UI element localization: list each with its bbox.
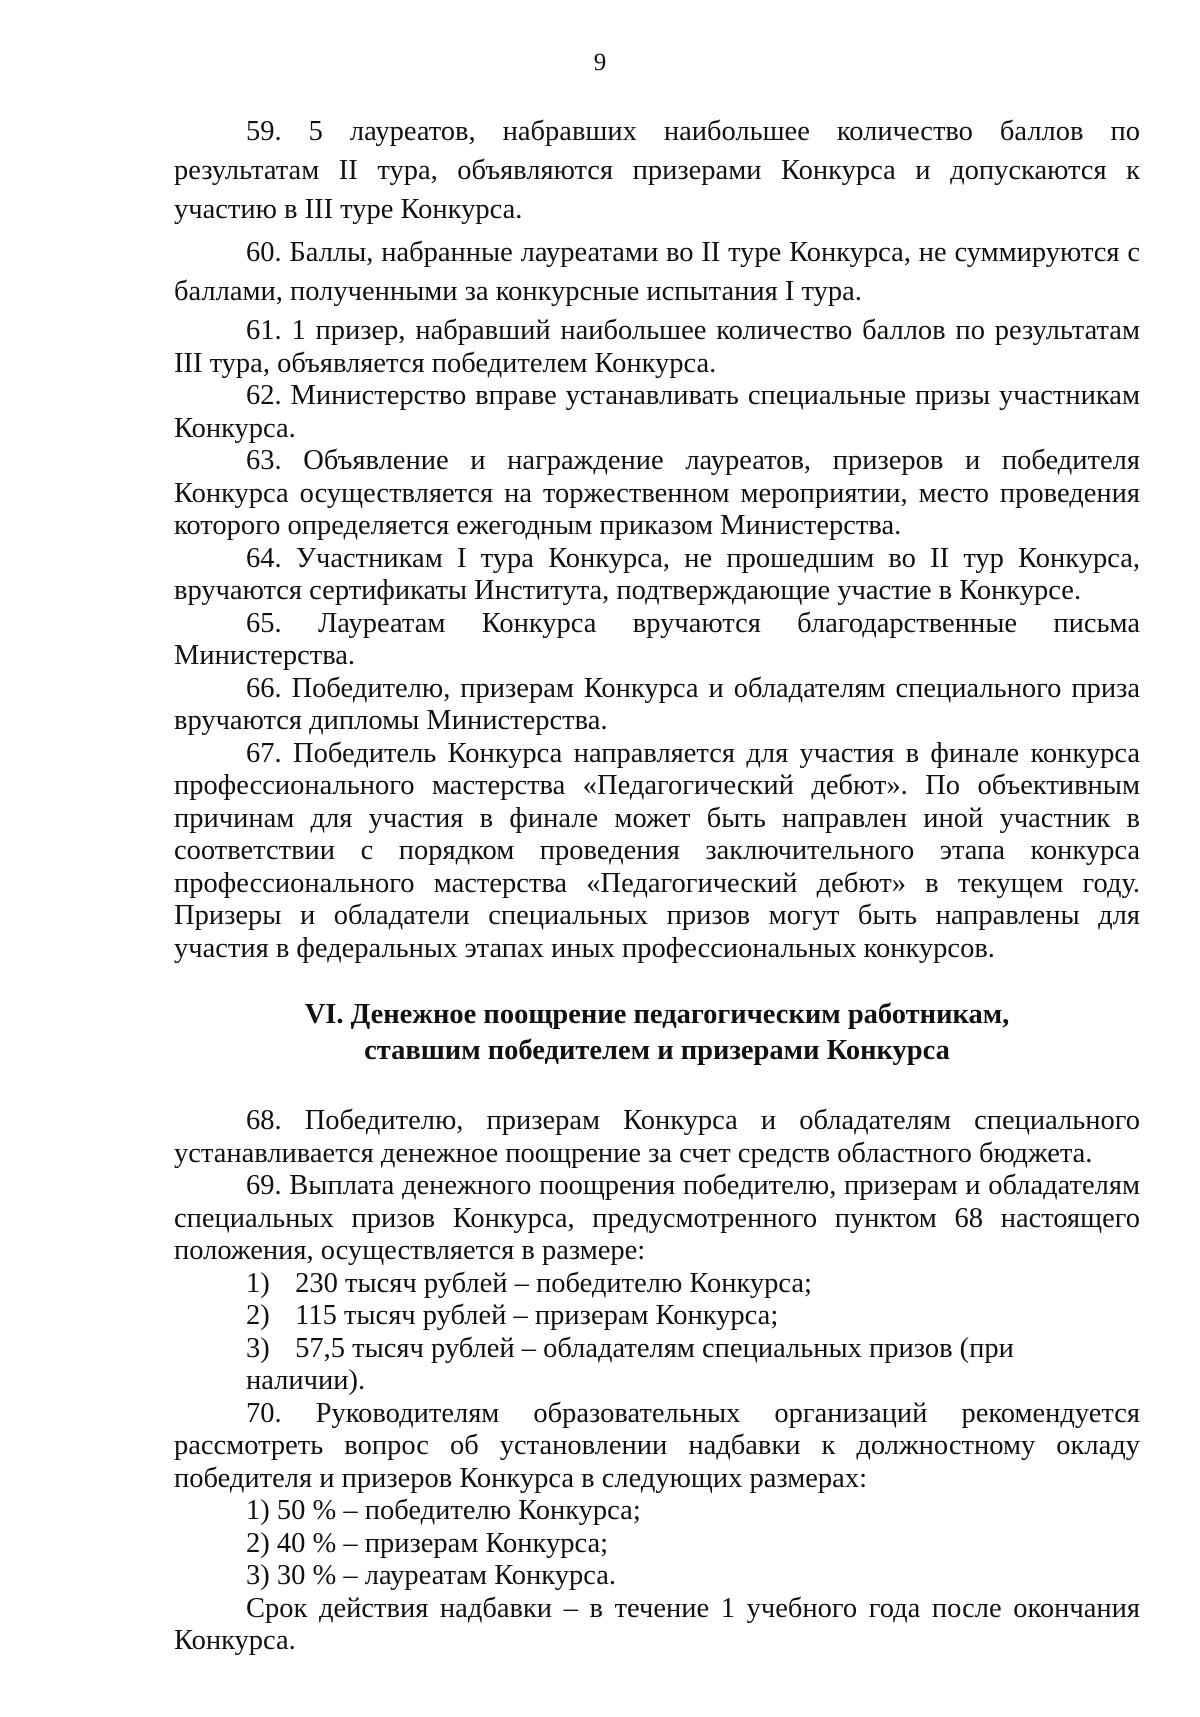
paragraph-65: 65. Лауреатам Конкурса вручаются благодарственные письма Министерства. [174, 607, 1140, 671]
list-item [174, 1495, 1140, 1528]
list-item-number: 3) [246, 1560, 270, 1591]
paragraph-61: 61. 1 призер, набравший наибольшее количество баллов по результатам III тура, объявляется победителем Конкурса. [174, 315, 1140, 379]
page-number: 9 [593, 49, 607, 76]
section-heading [174, 997, 1140, 1069]
paragraph-70: 70. Руководителям образовательных организаций рекомендуется рассмотреть вопрос об установлении надбавки к должностному окладу победителя и призеров Конкурса в следующих размерах: [174, 1397, 1140, 1494]
section-heading-line1: VI. Денежное поощрение педагогическим работникам, [304, 999, 1010, 1030]
paragraph-63: 63. Объявление и награждение лауреатов, призеров и победителя Конкурса осуществляется на торжественном мероприятии, место проведения которого определяется ежегодным приказом Министерства. [174, 445, 1140, 541]
list-item-number: 3) [246, 1332, 270, 1364]
paragraph-64: 64. Участникам I тура Конкурса, не прошедшим во II тур Конкурса, вручаются сертификаты Института, подтверждающие участие в Конкурсе. [174, 542, 1140, 606]
list-item-text: 50 % – победителю Конкурса; [276, 1495, 641, 1526]
paragraph-66: 66. Победителю, призерам Конкурса и обладателям специального приза вручаются дипломы Министерства. [174, 672, 1140, 736]
list-item [174, 1333, 1140, 1398]
list-item-number: 1) [246, 1267, 270, 1299]
closing-paragraph: Срок действия надбавки – в течение 1 учебного года после окончания Конкурса. [174, 1592, 1140, 1656]
list-item [174, 1560, 1140, 1593]
list-item-text: 30 % – лауреатам Конкурса. [276, 1560, 616, 1591]
paragraph-62: 62. Министерство вправе устанавливать специальные призы участникам Конкурса. [174, 380, 1140, 444]
list-item-text: 40 % – призерам Конкурса; [276, 1527, 609, 1559]
list-item-text: 57,5 тысяч рублей – обладателям специальных призов (при наличии). [246, 1332, 1014, 1396]
paragraph-59: 59. 5 лауреатов, набравших наибольшее количество баллов по результатам II тура, объявляются призерами Конкурса и допускаются к участию в III туре Конкурса. [174, 116, 1140, 225]
list-item-text: 115 тысяч рублей – призерам Конкурса; [295, 1300, 779, 1331]
list-item-number: 1) [246, 1495, 270, 1526]
list-item-number: 2) [246, 1300, 270, 1331]
section-heading-line2: ставшим победителем и призерами Конкурса [364, 1035, 950, 1066]
paragraph-60: 60. Баллы, набранные лауреатами во II туре Конкурса, не суммируются с баллами, полученными за конкурсные испытания I тура. [174, 237, 1140, 307]
payment-list [174, 1268, 1140, 1398]
list-item [174, 1268, 1140, 1301]
list-item-number: 2) [246, 1527, 270, 1559]
document-body [174, 112, 1140, 1658]
paragraph-68: 68. Победителю, призерам Конкурса и обладателям специального устанавливается денежное поощрение за счет средств областного бюджета. [174, 1105, 1140, 1169]
paragraph-69: 69. Выплата денежного поощрения победителю, призерам и обладателям специальных призов Конкурса, предусмотренного пунктом 68 настоящего положения, осуществляется в размере: [174, 1170, 1140, 1266]
bonus-list [174, 1495, 1140, 1593]
paragraph-67: 67. Победитель Конкурса направляется для участия в финале конкурса профессионального мастерства «Педагогический дебют». По объективным причинам для участия в финале может быть направлен иной участник в соответствии с порядком проведения заключительного этапа конкурса профессионального мастерства «Педагогический дебют» в текущем году. Призеры и обладатели специальных призов могут быть направлены для участия в федеральных этапах иных профессиональных конкурсов. [174, 737, 1140, 964]
list-item [174, 1528, 1140, 1561]
list-item [174, 1300, 1140, 1333]
list-item-text: 230 тысяч рублей – победителю Конкурса; [295, 1267, 812, 1299]
